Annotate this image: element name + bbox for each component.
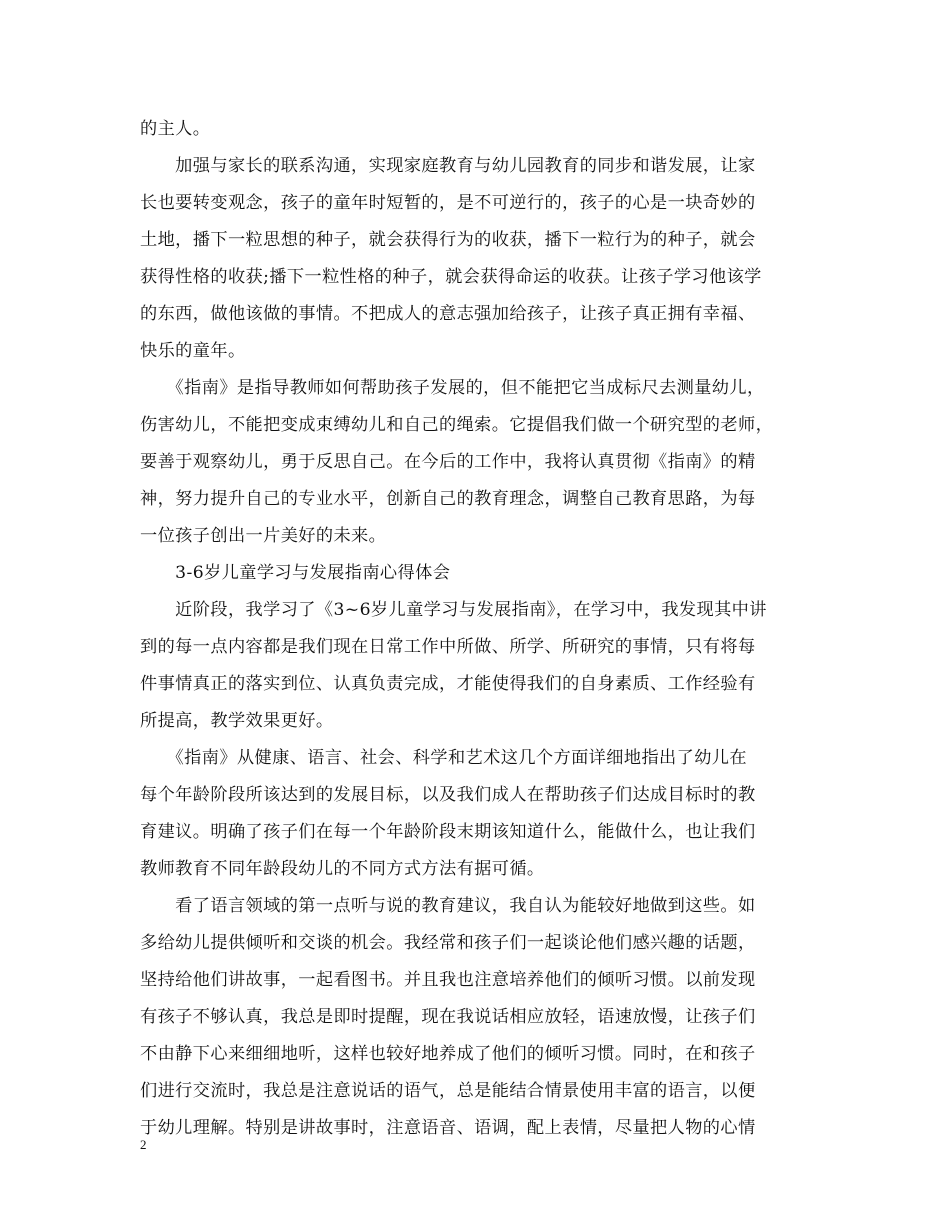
- text-line: 每个年龄阶段所该达到的发展目标，以及我们成人在帮助孩子们达成目标时的教: [140, 785, 756, 805]
- text-line: 要善于观察幼儿，勇于反思自己。在今后的工作中，我将认真贯彻《指南》的精: [140, 452, 756, 472]
- text-line: 的东西，做他该做的事情。不把成人的意志强加给孩子，让孩子真正拥有幸福、: [140, 304, 756, 324]
- text-line: 坚持给他们讲故事，一起看图书。并且我也注意培养他们的倾听习惯。以前发现: [140, 970, 756, 990]
- text-line: 《指南》是指导教师如何帮助孩子发展的，但不能把它当成标尺去测量幼儿，: [140, 378, 765, 398]
- text-line: 多给幼儿提供倾听和交谈的机会。我经常和孩子们一起谈论他们感兴趣的话题，: [140, 933, 756, 953]
- text-line: 一位孩子创出一片美好的未来。: [140, 526, 387, 546]
- text-line: 长也要转变观念，孩子的童年时短暂的，是不可逆行的，孩子的心是一块奇妙的: [140, 193, 756, 213]
- section-heading: 3-6岁儿童学习与发展指南心得体会: [140, 563, 451, 583]
- text-line: 伤害幼儿，不能把变成束缚幼儿和自己的绳索。它提倡我们做一个研究型的老师，: [140, 415, 774, 435]
- text-line: 神，努力提升自己的专业水平，创新自己的教育理念，调整自己教育思路，为每: [140, 489, 756, 509]
- text-line: 育建议。明确了孩子们在每一个年龄阶段末期该知道什么，能做什么，也让我们: [140, 822, 756, 842]
- text-line: 的主人。: [140, 119, 211, 139]
- text-line: 《指南》从健康、语言、社会、科学和艺术这几个方面详细地指出了幼儿在: [140, 748, 747, 768]
- text-line: 教师教育不同年龄段幼儿的不同方式方法有据可循。: [140, 859, 545, 879]
- text-line: 件事情真正的落实到位、认真负责完成，才能使得我们的自身素质、工作经验有: [140, 674, 756, 694]
- text-line: 加强与家长的联系沟通，实现家庭教育与幼儿园教育的同步和谐发展，让家: [140, 156, 756, 176]
- text-line: 所提高，教学效果更好。: [140, 711, 334, 731]
- text-line: 们进行交流时，我总是注意说话的语气，总是能结合情景使用丰富的语言，以便: [140, 1081, 756, 1101]
- page-number: 2: [140, 1137, 147, 1152]
- text-line: 近阶段，我学习了《3~6岁儿童学习与发展指南》，在学习中，我发现其中讲: [140, 600, 767, 620]
- text-line: 于幼儿理解。特别是讲故事时，注意语音、语调，配上表情，尽量把人物的心情: [140, 1118, 756, 1138]
- text-line: 快乐的童年。: [140, 341, 246, 361]
- text-line: 土地，播下一粒思想的种子，就会获得行为的收获，播下一粒行为的种子，就会: [140, 230, 756, 250]
- text-line: 不由静下心来细细地听，这样也较好地养成了他们的倾听习惯。同时，在和孩子: [140, 1044, 756, 1064]
- text-line: 看了语言领域的第一点听与说的教育建议，我自认为能较好地做到这些。如: [140, 896, 756, 916]
- text-line: 到的每一点内容都是我们现在日常工作中所做、所学、所研究的事情，只有将每: [140, 637, 756, 657]
- text-line: 获得性格的收获;播下一粒性格的种子，就会获得命运的收获。让孩子学习他该学: [140, 267, 762, 287]
- text-line: 有孩子不够认真，我总是即时提醒，现在我说话相应放轻，语速放慢，让孩子们: [140, 1007, 756, 1027]
